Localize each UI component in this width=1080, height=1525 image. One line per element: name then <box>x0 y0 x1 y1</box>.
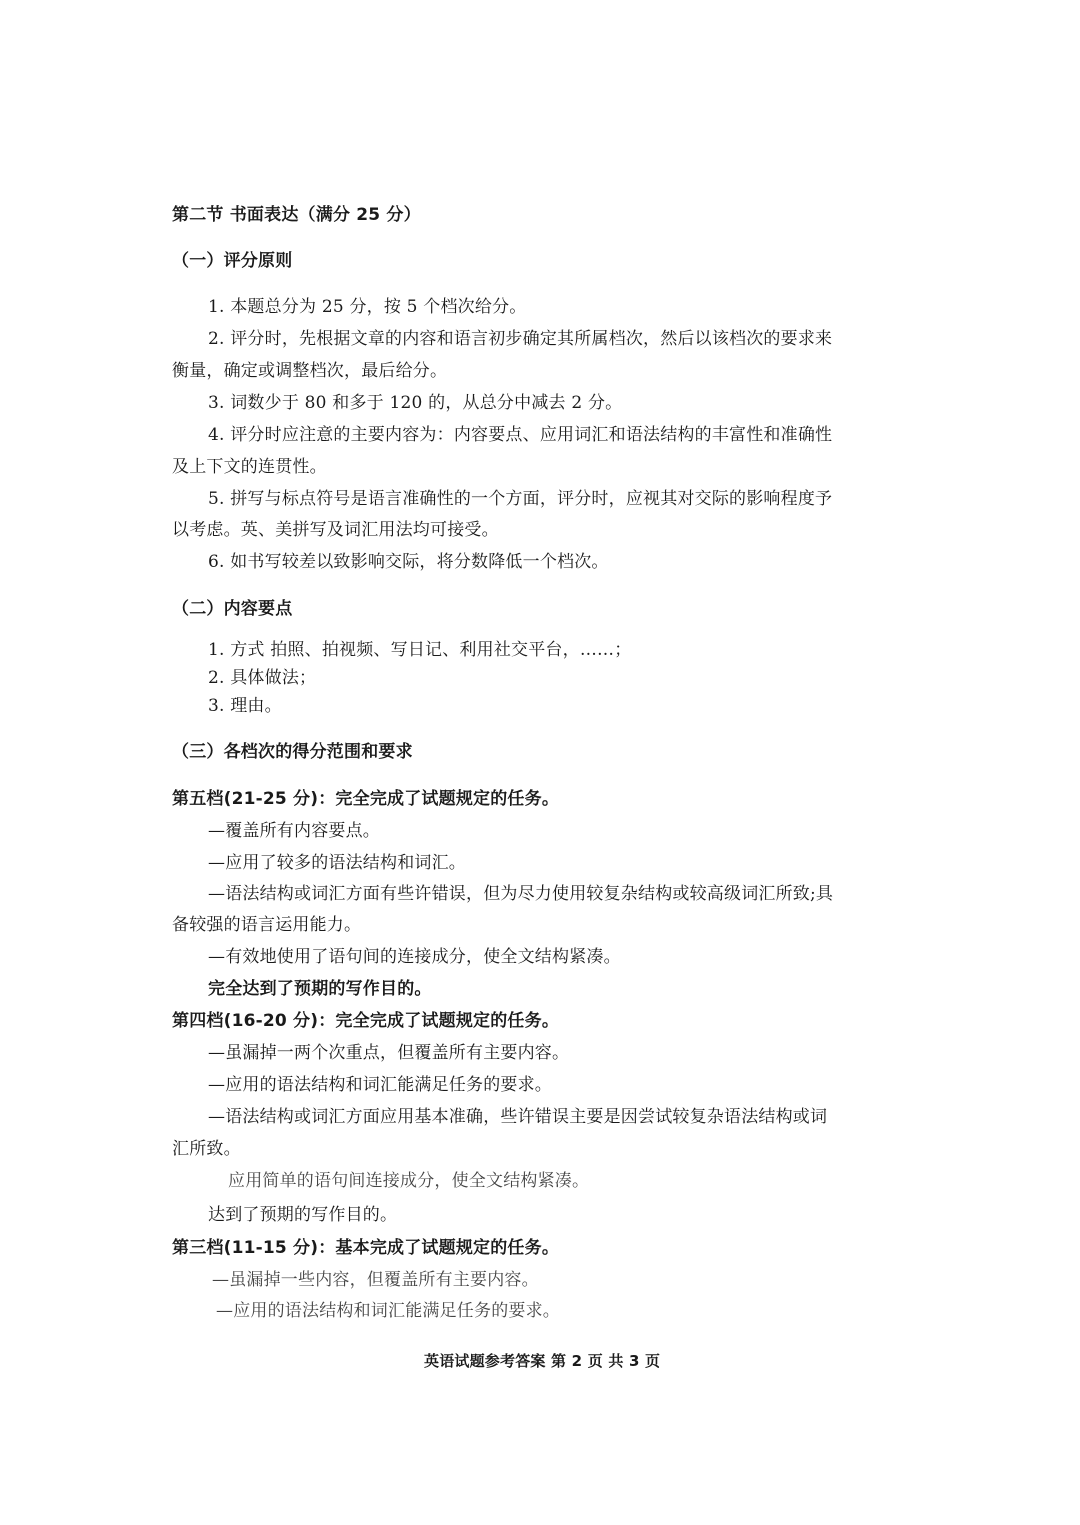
level4-title: 第四档(16-20 分)：完全完成了试题规定的任务。 <box>172 1011 560 1031</box>
level4-summary: 达到了预期的写作目的。 <box>208 1205 398 1225</box>
rule-4-cont: 及上下文的连贯性。 <box>172 457 327 477</box>
level5-item-3-cont: 备较强的语言运用能力。 <box>172 915 362 935</box>
rule-1: 1. 本题总分为 25 分，按 5 个档次给分。 <box>208 297 527 317</box>
level5-item-3: —语法结构或词汇方面有些许错误，但为尽力使用较复杂结构或较高级词汇所致;具 <box>208 884 834 904</box>
level5-title: 第五档(21-25 分)：完全完成了试题规定的任务。 <box>172 789 560 809</box>
rule-5-cont: 以考虑。英、美拼写及词汇用法均可接受。 <box>172 520 499 540</box>
level4-item-3-cont: 汇所致。 <box>172 1139 241 1159</box>
section-title: 第二节 书面表达（满分 25 分） <box>172 205 421 225</box>
level4-item-3: —语法结构或词汇方面应用基本准确，些许错误主要是因尝试较复杂语法结构或词 <box>208 1107 828 1127</box>
rule-2: 2. 评分时，先根据文章的内容和语言初步确定其所属档次，然后以该档次的要求来 <box>208 329 833 349</box>
level4-item-4: 应用简单的语句间连接成分，使全文结构紧凑。 <box>228 1171 590 1191</box>
level3-item-2: —应用的语法结构和词汇能满足任务的要求。 <box>216 1301 560 1321</box>
page-footer: 英语试题参考答案 第 2 页 共 3 页 <box>424 1352 661 1370</box>
rule-3: 3. 词数少于 80 和多于 120 的，从总分中减去 2 分。 <box>208 393 623 413</box>
level5-item-2: —应用了较多的语法结构和词汇。 <box>208 853 466 873</box>
level4-item-1: —虽漏掉一两个次重点，但覆盖所有主要内容。 <box>208 1043 570 1063</box>
rule-6: 6. 如书写较差以致影响交际，将分数降低一个档次。 <box>208 552 609 572</box>
rule-4: 4. 评分时应注意的主要内容为：内容要点、应用词汇和语法结构的丰富性和准确性 <box>208 425 833 445</box>
content-point-3: 3. 理由。 <box>208 696 282 716</box>
content-point-2: 2. 具体做法； <box>208 668 317 688</box>
rule-5: 5. 拼写与标点符号是语言准确性的一个方面，评分时，应视其对交际的影响程度予 <box>208 489 833 509</box>
part3-heading: （三）各档次的得分范围和要求 <box>172 742 413 762</box>
level4-item-2: —应用的语法结构和词汇能满足任务的要求。 <box>208 1075 552 1095</box>
level5-summary: 完全达到了预期的写作目的。 <box>208 979 432 999</box>
part1-heading: （一）评分原则 <box>172 251 293 271</box>
level3-title: 第三档(11-15 分)：基本完成了试题规定的任务。 <box>172 1238 560 1258</box>
content-point-1: 1. 方式 拍照、拍视频、写日记、利用社交平台，……； <box>208 640 632 660</box>
level5-item-4: —有效地使用了语句间的连接成分，使全文结构紧凑。 <box>208 947 621 967</box>
level5-item-1: —覆盖所有内容要点。 <box>208 821 380 841</box>
rule-2-cont: 衡量，确定或调整档次，最后给分。 <box>172 361 448 381</box>
level3-item-1: —虽漏掉一些内容，但覆盖所有主要内容。 <box>212 1270 539 1290</box>
part2-heading: （二）内容要点 <box>172 599 293 619</box>
